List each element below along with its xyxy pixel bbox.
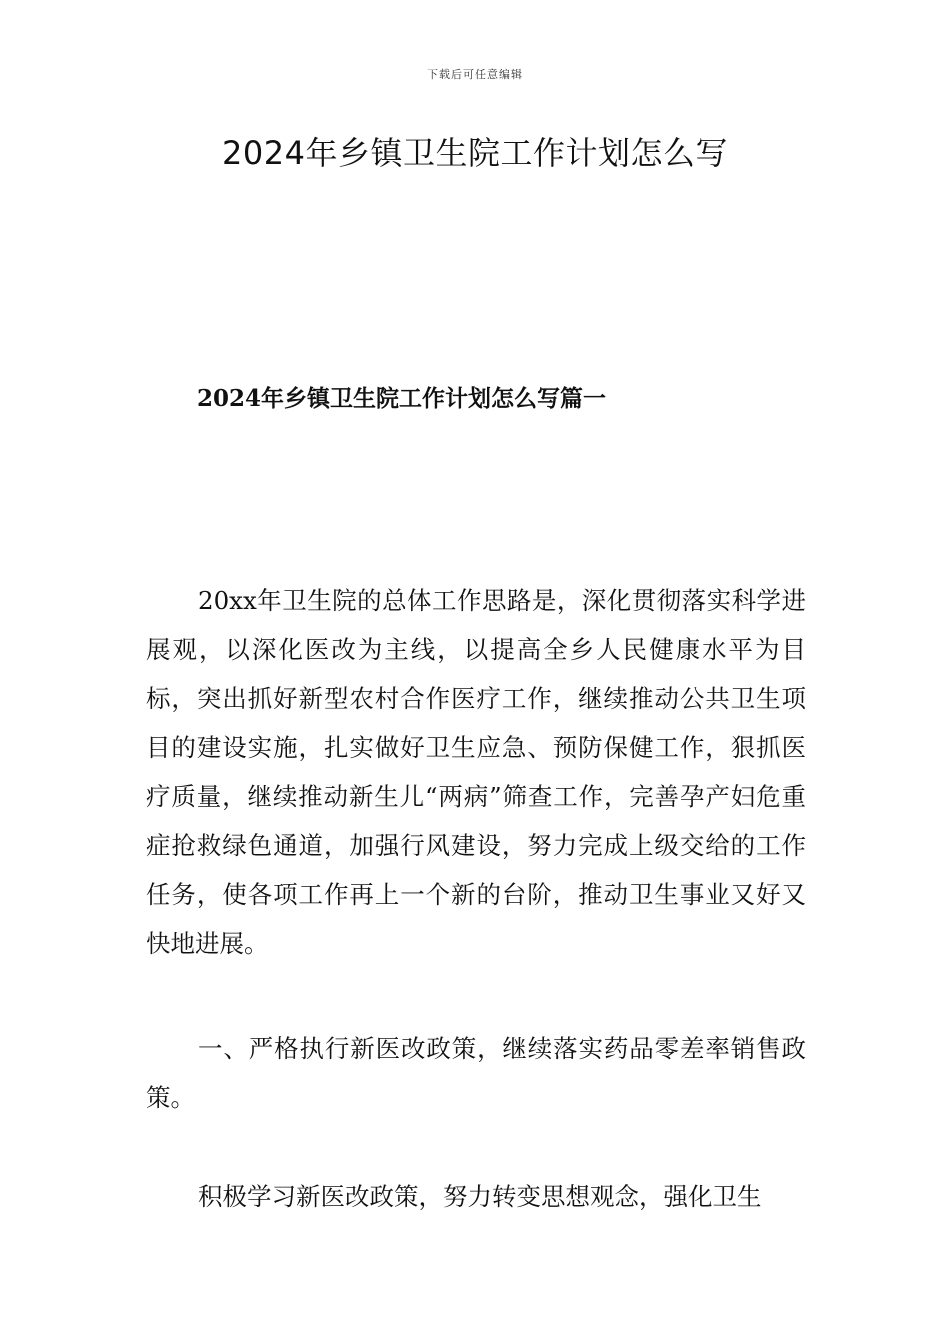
paragraph-policy-heading: 一、严格执行新医改政策，继续落实药品零差率销售政策。 bbox=[146, 1034, 806, 1112]
document-title: 2024年乡镇卫生院工作计划怎么写 bbox=[222, 134, 728, 172]
paragraph-policy-study: 积极学习新医改政策，努力转变思想观念，强化卫生 bbox=[198, 1182, 762, 1211]
paragraph-work-overview: 20xx年卫生院的总体工作思路是，深化贯彻落实科学进展观，以深化医改为主线，以提高全乡人民健康水平为目标，突出抓好新型农村合作医疗工作，继续推动公共卫生项目的建设实施，扎实做好卫生应急、预防保健工作，狠抓医疗质量，继续推动新生儿“两病”筛查工作，完善孕产妇危重症抢救绿色通道，加强行风建设，努力完成上级交给的工作任务，使各项工作再上一个新的台阶，推动卫生事业又好又快地进展。 bbox=[146, 586, 806, 958]
header-note: 下载后可任意编辑 bbox=[427, 68, 523, 81]
section-heading: 2024年乡镇卫生院工作计划怎么写篇一 bbox=[197, 385, 607, 412]
